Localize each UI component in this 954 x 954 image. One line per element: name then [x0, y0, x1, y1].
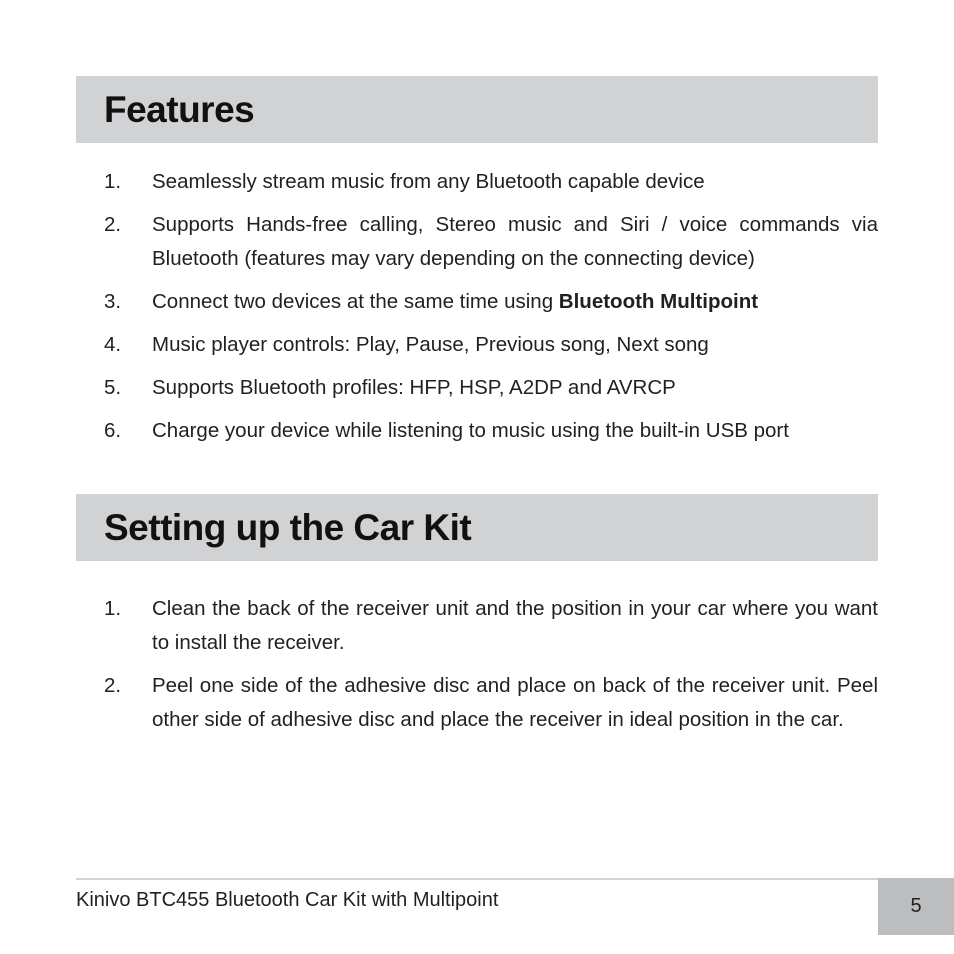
- list-item: [76, 165, 878, 199]
- item-number: 1.: [104, 597, 122, 620]
- features-list: [76, 165, 878, 457]
- features-title: Features: [104, 88, 255, 130]
- list-item: [76, 371, 878, 405]
- setup-header: [76, 494, 878, 561]
- item-number: 2.: [104, 213, 122, 236]
- list-item: [76, 669, 878, 737]
- footer-divider: [76, 878, 878, 880]
- setup-title: Setting up the Car Kit: [104, 506, 472, 548]
- item-text: Peel one side of the adhesive disc and place on back of the receiver unit. Peel other side of adhesive disc and place the receiver in ideal position in the car.: [152, 674, 878, 731]
- footer-title: Kinivo BTC455 Bluetooth Car Kit with Multipoint: [76, 889, 499, 911]
- page-number: 5: [910, 895, 922, 917]
- item-text: Supports Bluetooth profiles: HFP, HSP, A2DP and AVRCP: [152, 376, 676, 399]
- item-number: 4.: [104, 333, 122, 356]
- list-item: [76, 414, 878, 448]
- item-text: Connect two devices at the same time using: [152, 290, 559, 313]
- item-number: 2.: [104, 674, 122, 697]
- item-text: Music player controls: Play, Pause, Previous song, Next song: [152, 333, 709, 356]
- item-text-bold: Bluetooth Multipoint: [558, 290, 759, 313]
- item-text: Seamlessly stream music from any Bluetooth capable device: [152, 170, 705, 193]
- item-text: Clean the back of the receiver unit and the position in your car where you want to install the receiver.: [152, 597, 878, 654]
- setup-list: [76, 592, 878, 746]
- list-item: [76, 285, 878, 319]
- item-number: 6.: [104, 419, 122, 442]
- features-header: [76, 76, 878, 143]
- item-number: 1.: [104, 170, 122, 193]
- item-number: 5.: [104, 376, 122, 399]
- item-text: Charge your device while listening to music using the built-in USB port: [152, 419, 789, 442]
- list-item: [76, 592, 878, 660]
- list-item: [76, 328, 878, 362]
- list-item: [76, 208, 878, 276]
- item-text: Supports Hands-free calling, Stereo music and Siri / voice commands via Bluetooth (features may vary depending on the connecting device): [152, 213, 878, 270]
- item-number: 3.: [104, 290, 122, 313]
- page-number-box: [878, 878, 954, 935]
